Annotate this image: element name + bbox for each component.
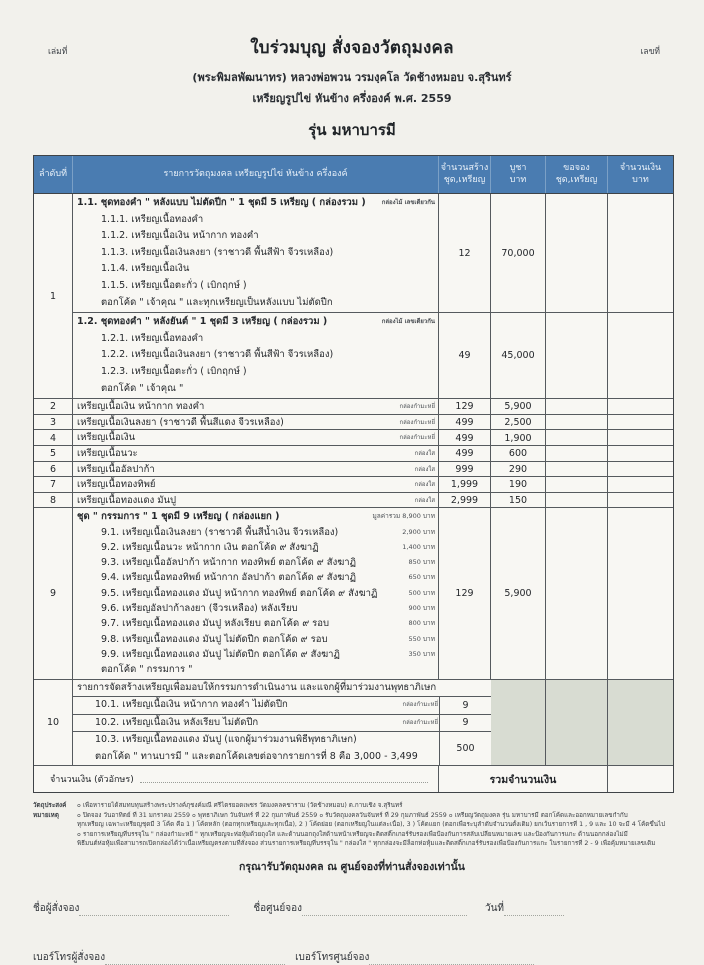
reserve-qty-cell <box>546 430 608 446</box>
amount-in-words-label: จำนวนเงิน (ตัวอักษร) <box>50 775 134 786</box>
code-note: ตอกโค้ด " เจ้าคุณ " และทุกเหรียญเป็นหลังแบบ ไม่ตัดปีก <box>101 296 333 308</box>
sub-item: 1.1.3. เหรียญเนื้อเงินลงยา (ราชาวดี พื้นสีฟ้า จีวรเหลือง) <box>101 246 334 258</box>
center-name-label: ชื่อศูนย์จอง <box>253 903 302 915</box>
pickup-instruction: กรุณารับวัตถุมงคล ณ ศูนย์จองที่ท่านสั่งจองเท่านั้น <box>239 861 465 874</box>
price-baht: 45,000 <box>491 313 546 398</box>
book-no-label: เล่มที่ <box>48 47 68 57</box>
sub-item: 9.1. เหรียญเนื้อเงินลงยา (ราชาวดี พื้นสีน้ำเงิน จีวรเหลือง) <box>101 526 339 538</box>
table-row-7 <box>34 477 673 493</box>
item-label: เหรียญเนื้อนวะ <box>77 447 138 459</box>
edition-title: รุ่น มหาบารมี <box>308 121 396 139</box>
table-row-3 <box>34 415 673 431</box>
amount-cell <box>608 399 673 415</box>
price-note: 650 บาท <box>408 573 435 582</box>
price-note: 550 บาท <box>408 634 435 643</box>
row-number: 2 <box>34 399 73 415</box>
total-row <box>34 765 673 792</box>
sub-item: 10.1. เหรียญเนื้อเงิน หน้ากาก ทองคำ ไม่ตัดปีก <box>95 699 288 711</box>
set-9 <box>73 508 673 678</box>
row-number: 9 <box>34 508 73 678</box>
item-label: เหรียญเนื้อเงินลงยา (ราชาวดี พื้นสีแดง จีวรเหลือง) <box>77 416 284 428</box>
reserve-qty-cell <box>546 477 608 493</box>
col-header-amount: จำนวนเงิน บาท <box>619 163 662 185</box>
sub-item: 9.8. เหรียญเนื้อทองแดง มันปู ไม่ตัดปีก ตอกโค้ด ๙ รอบ <box>101 633 328 645</box>
giveaway-qty: 9 <box>439 697 491 714</box>
table-row-8 <box>34 493 673 509</box>
price-note: 350 บาท <box>408 649 435 658</box>
amount-in-words-line <box>140 773 428 783</box>
amount-cell <box>608 446 673 462</box>
made-qty: 129 <box>439 508 491 678</box>
item-label: เหรียญเนื้อทองทิพย์ <box>77 479 156 491</box>
subtitle-line-1: (พระพิมลพัฒนาทร) หลวงพ่อพวน วรมงฺคโล วัดช้างหมอบ จ.สุรินทร์ <box>192 71 512 84</box>
col-header-qty: จำนวนสร้าง ชุด,เหรียญ <box>439 156 491 193</box>
reserve-qty-cell <box>546 313 608 398</box>
made-qty: 499 <box>439 430 491 446</box>
row-number: 3 <box>34 415 73 431</box>
table-row-6 <box>34 462 673 478</box>
price-baht: 150 <box>491 493 546 509</box>
note-line: ทุกเหรียญ เฉพาะเหรียญชุดมี 3 โค้ด คือ 1 ) โค้ดหลัก (ตอกทุกเหรียญและทุกเนื้อ), 2 ) โค้ดย่อย (ตอกเหรียญในแต่ละเนื้อ), 3 ) โค้ดแยก (ตอกเพื่อระบุลำดับจำนวนตั้งเดิม) ยกเว้นรายการที่ 1 , 9 และ 10 จะมี 4 โค้ดขึ้นไป <box>77 821 666 829</box>
made-qty: 129 <box>439 399 491 415</box>
sub-item: 10.2. เหรียญเนื้อเงิน หลังเรียบ ไม่ตัดปีก <box>95 716 259 728</box>
made-qty: 49 <box>439 313 491 398</box>
grand-total-label: รวมจำนวนเงิน <box>439 766 608 792</box>
set-1-2 <box>73 313 673 398</box>
row-number: 8 <box>34 493 73 509</box>
table-row-5 <box>34 446 673 462</box>
center-phone-line <box>369 953 534 965</box>
reserve-qty-cell <box>546 493 608 509</box>
box-note: กล่องกำมะหยี่ <box>399 403 435 411</box>
note-line: พิธีมนต์ห่อหุ้มเพื่อสามารถเปิดกล่องได้ว่าเนื้อเหรียญตรงตามที่สั่งจอง ส่วนรายการเหรียญที่บรรจุใน " กล่องใส " ทุกกล่องจะมีล็อกห่อหุ้มและติดสติ๊กเกอร์รับรองเพื่อป้องกันการแกะ ในรายการที่ 2 - 9 เพื่อคุ้มหมายเลขเดิม <box>77 840 656 848</box>
row-number: 6 <box>34 462 73 478</box>
table-row-1 <box>34 194 673 399</box>
price-note: 800 บาท <box>408 619 435 628</box>
orderer-phone-label: เบอร์โทรผู้สั่งจอง <box>33 952 106 964</box>
value-note: มูลค่ารวม 8,900 บาท <box>372 512 435 521</box>
row-number: 4 <box>34 430 73 446</box>
price-note: 2,900 บาท <box>402 527 435 536</box>
row-number: 1 <box>34 194 73 398</box>
center-phone-label: เบอร์โทรศูนย์จอง <box>295 952 370 964</box>
sub-item: 9.6. เหรียญอัลปาก้าลงยา (จีวรเหลือง) หลังเรียบ <box>101 603 298 615</box>
sub-item: 1.2.3. เหรียญเนื้อตะกั่ว ( เบิกฤกษ์ ) <box>101 365 247 377</box>
page-title: ใบร่วมบุญ สั่งจองวัตถุมงคล <box>250 38 454 58</box>
table-header-row <box>34 156 673 194</box>
reserve-qty-cell <box>546 415 608 431</box>
box-note: กล่องกำมะหยี่ <box>402 718 438 726</box>
code-note: ตอกโค้ด " กรรมการ " <box>101 664 193 676</box>
orderer-name-line <box>79 904 229 916</box>
sub-item: 1.2.2. เหรียญเนื้อเงินลงยา (ราชาวดี พื้นสีฟ้า จีวรเหลือง) <box>101 349 334 361</box>
sub-item: 9.2. เหรียญเนื้อนวะ หน้ากาก เงิน ตอกโค้ด ๙ สังฆาฏิ <box>101 541 319 553</box>
sub-item: 9.4. เหรียญเนื้อทองทิพย์ หน้ากาก อัลปาก้า ตอกโค้ด ๙ สังฆาฏิ <box>101 572 356 584</box>
shaded-noorder-area <box>491 680 673 766</box>
made-qty: 499 <box>439 446 491 462</box>
date-label: วันที่ <box>484 903 505 915</box>
sub-item: 1.1.5. เหรียญเนื้อตะกั่ว ( เบิกฤกษ์ ) <box>101 279 247 291</box>
amount-cell <box>608 462 673 478</box>
signature-section <box>33 901 664 965</box>
made-qty: 499 <box>439 415 491 431</box>
item-label: เหรียญเนื้อเงิน <box>77 432 136 444</box>
price-note: 900 บาท <box>408 604 435 613</box>
reserve-qty-cell <box>546 462 608 478</box>
subtitle-line-2: เหรียญรูปไข่ หันข้าง ครึ่งองค์ พ.ศ. 2559 <box>252 92 452 105</box>
sub-item: 9.3. เหรียญเนื้ออัลปาก้า หน้ากาก ทองทิพย์ ตอกโค้ด ๙ สังฆาฏิ <box>101 557 356 569</box>
price-baht: 5,900 <box>491 399 546 415</box>
amount-cell <box>608 493 673 509</box>
price-baht: 600 <box>491 446 546 462</box>
made-qty: 12 <box>439 194 491 312</box>
price-baht: 190 <box>491 477 546 493</box>
sub-item: 9.5. เหรียญเนื้อทองแดง มันปู หน้ากาก ทองทิพย์ ตอกโค้ด ๙ สังฆาฏิ <box>101 587 378 599</box>
box-note: กล่องใส <box>414 481 435 489</box>
item-label: เหรียญเนื้อทองแดง มันปู <box>77 494 177 506</box>
col-header-item: รายการวัตถุมงคล เหรียญรูปไข่ หันข้าง ครึ่งองค์ <box>73 156 439 193</box>
set-title: 1.2. ชุดทองคำ " หลังยันต์ " 1 ชุดมี 3 เหรียญ ( กล่องรวม ) <box>77 316 328 328</box>
reserve-qty-cell <box>546 194 608 312</box>
price-baht: 1,900 <box>491 430 546 446</box>
reserve-qty-cell <box>546 446 608 462</box>
price-note: 850 บาท <box>408 558 435 567</box>
price-baht: 5,900 <box>491 508 546 678</box>
doc-no-label: เลขที่ <box>640 47 660 57</box>
row-number: 7 <box>34 477 73 493</box>
row10-header: รายการจัดสร้างเหรียญเพื่อมอบให้กรรมการดำเนินงาน และแจกผู้ที่มาร่วมงานพุทธาภิเษก <box>73 680 491 698</box>
date-line <box>504 904 564 916</box>
item-label: เหรียญเนื้ออัลปาก้า <box>77 463 155 475</box>
purpose-label: วัตถุประสงค์ <box>33 802 67 810</box>
box-note: กล่องใส <box>414 465 435 473</box>
orderer-phone-line <box>105 953 285 965</box>
box-note: กล่องกำมะหยี่ <box>399 434 435 442</box>
notes-label: หมายเหตุ <box>33 811 59 819</box>
price-note: 500 บาท <box>408 588 435 597</box>
reserve-qty-cell <box>546 508 608 678</box>
amount-cell <box>608 194 673 312</box>
amount-cell <box>608 430 673 446</box>
code-note: ตอกโค้ด " ทานบารมี " และตอกโค้ดเลขต่อจากรายการที่ 8 คือ 3,000 - 3,499 <box>95 750 418 762</box>
box-note: กล่องไม้ เลขเดียวกัน <box>381 318 435 326</box>
document-header <box>0 34 704 142</box>
amount-cell <box>608 508 673 678</box>
grand-total-cell <box>608 766 673 792</box>
set-title: ชุด " กรรมการ " 1 ชุดมี 9 เหรียญ ( กล่องแยก ) <box>77 511 280 523</box>
price-baht: 2,500 <box>491 415 546 431</box>
item-label: เหรียญเนื้อเงิน หน้ากาก ทองคำ <box>77 401 205 413</box>
table-row-4 <box>34 430 673 446</box>
col-header-no: ลำดับที่ <box>34 156 73 193</box>
col-header-price: บูชา บาท <box>491 156 546 193</box>
box-note: กล่องใส <box>414 449 435 457</box>
sub-item: 9.7. เหรียญเนื้อทองแดง มันปู หลังเรียบ ตอกโค้ด ๙ รอบ <box>101 618 330 630</box>
note-line: ๐ รายการเหรียญที่บรรจุใน " กล่องกำมะหยี่ " ทุกเหรียญจะห่อหุ้มด้วยถุงใส และด้านนอกถุงใสด้านหน้าเหรียญจะติดสติ๊กเกอร์รับรองเพื่อป้องกันการสลับเปลี่ยนหมายเลข และป้องกันการแกะ ด้านนอกกล่องไม่มี <box>77 830 628 838</box>
made-qty: 999 <box>439 462 491 478</box>
orderer-name-label: ชื่อผู้สั่งจอง <box>33 903 80 915</box>
note-line: ๐ ปิดจอง วันอาทิตย์ ที่ 31 มกราคม 2559 ๐ พุทธาภิเษก วันจันทร์ ที่ 22 กุมภาพันธ์ 2559 ๐ รับวัตถุมงคลวันจันทร์ ที่ 29 กุมภาพันธ์ 2559 ๐ เหรียญวัตถุมงคล รุ่น มหาบารมี ตอกโค้ดและออกหมายเลขกำกับ <box>77 811 628 819</box>
amount-cell <box>608 313 673 398</box>
sub-item: 1.2.1. เหรียญเนื้อทองคำ <box>101 332 204 344</box>
price-baht: 70,000 <box>491 194 546 312</box>
box-note: กล่องกำมะหยี่ <box>402 701 438 709</box>
sub-item: 1.1.1. เหรียญเนื้อทองคำ <box>101 213 204 225</box>
made-qty: 2,999 <box>439 493 491 509</box>
amount-cell <box>608 415 673 431</box>
sub-item: 1.1.4. เหรียญเนื้อเงิน <box>101 263 190 275</box>
set-title: 1.1. ชุดทองคำ " หลังแบบ ไม่ตัดปีก " 1 ชุดมี 5 เหรียญ ( กล่องรวม ) <box>77 197 366 208</box>
box-note: กล่องใส <box>414 496 435 504</box>
reserve-qty-cell <box>546 399 608 415</box>
giveaway-qty: 9 <box>439 715 491 732</box>
table-row-2 <box>34 399 673 415</box>
code-note: ตอกโค้ด " เจ้าคุณ " <box>101 382 184 394</box>
row-number: 10 <box>34 680 73 766</box>
sub-item: 1.1.2. เหรียญเนื้อเงิน หน้ากาก ทองคำ <box>101 230 259 242</box>
fine-print <box>33 801 686 849</box>
box-note: กล่องกำมะหยี่ <box>399 418 435 426</box>
col-header-reserve: ขอจอง ชุด,เหรียญ <box>546 156 608 193</box>
set-1-1 <box>73 194 673 313</box>
price-baht: 290 <box>491 462 546 478</box>
table-row-9 <box>34 508 673 679</box>
center-name-line <box>302 904 467 916</box>
price-note: 1,400 บาท <box>402 542 435 551</box>
sub-item: 10.3. เหรียญเนื้อทองแดง มันปู (แจกผู้มาร่วมงานพิธีพุทธาภิเษก) <box>95 734 357 746</box>
made-qty: 1,999 <box>439 477 491 493</box>
order-table <box>33 155 674 793</box>
table-row-10 <box>34 680 673 766</box>
amount-cell <box>608 477 673 493</box>
box-note: กล่องไม้ เลขเดียวกัน <box>381 199 435 206</box>
purpose-text: ๐ เพื่อหารายได้สมทบทุนสร้างพระปรางค์ภุชงค์มณี ศรีไตรยอดเพชร วัดมงคลคชาราม (วัดช้างหมอบ) ต.กาบเชิง จ.สุรินทร์ <box>77 802 403 810</box>
giveaway-qty: 500 <box>439 732 491 765</box>
row-number: 5 <box>34 446 73 462</box>
sub-item: 9.9. เหรียญเนื้อทองแดง มันปู ไม่ตัดปีก ตอกโค้ด ๙ สังฆาฏิ <box>101 648 340 660</box>
